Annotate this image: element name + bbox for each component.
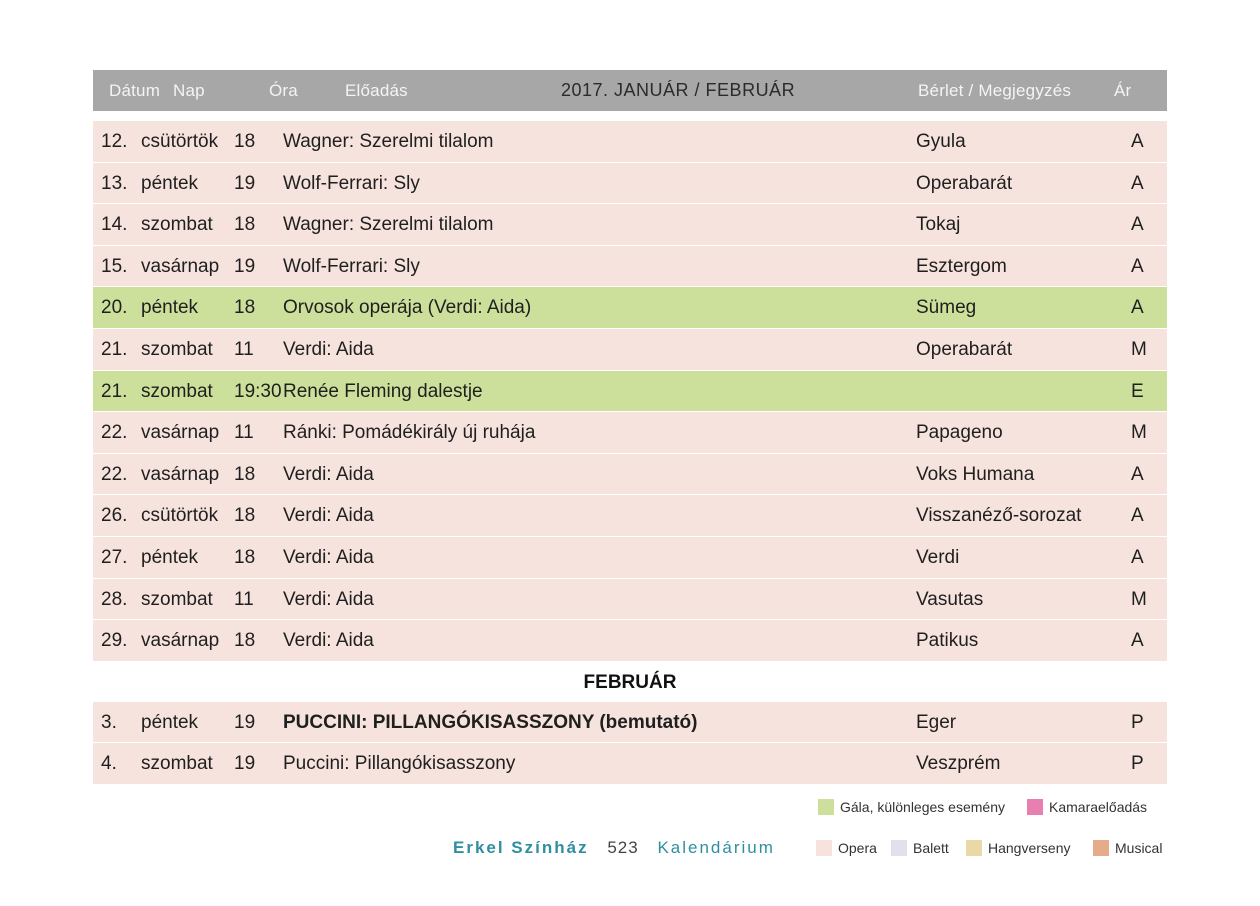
cell-date: 15. bbox=[101, 255, 128, 277]
table-row bbox=[93, 163, 1167, 205]
cell-time: 19 bbox=[234, 753, 256, 775]
cell-performance: PUCCINI: PILLANGÓKISASSZONY (bemutató) bbox=[283, 711, 698, 733]
cell-price: A bbox=[1131, 546, 1144, 568]
table-row bbox=[93, 246, 1167, 288]
cell-time: 18 bbox=[234, 214, 256, 236]
cell-subscription: Sümeg bbox=[916, 297, 977, 319]
cell-price: A bbox=[1131, 297, 1144, 319]
cell-date: 3. bbox=[101, 711, 117, 733]
cell-weekday: csütörtök bbox=[141, 131, 219, 152]
cell-price: M bbox=[1131, 588, 1147, 610]
table-row bbox=[93, 121, 1167, 163]
table-row bbox=[93, 329, 1167, 371]
cell-time: 18 bbox=[234, 630, 256, 652]
cell-date: 21. bbox=[101, 338, 128, 360]
cell-performance: Verdi: Aida bbox=[283, 463, 374, 485]
cell-subscription: Gyula bbox=[916, 131, 966, 152]
cell-date: 29. bbox=[101, 630, 128, 652]
header-berlet: Bérlet / Megjegyzés bbox=[918, 81, 1072, 100]
cell-time: 11 bbox=[234, 422, 254, 444]
cell-date: 22. bbox=[101, 463, 128, 485]
cell-price: M bbox=[1131, 338, 1147, 360]
table-header bbox=[93, 70, 1167, 111]
table-row bbox=[93, 702, 1167, 744]
legend-label-musical: Musical bbox=[1115, 840, 1163, 856]
cell-weekday: vasárnap bbox=[141, 422, 220, 444]
month-heading-february: FEBRUÁR bbox=[583, 671, 677, 693]
cell-time: 11 bbox=[234, 588, 254, 610]
cell-weekday: vasárnap bbox=[141, 630, 220, 652]
cell-price: A bbox=[1131, 255, 1144, 277]
cell-price: A bbox=[1131, 505, 1144, 527]
cell-price: A bbox=[1131, 131, 1144, 152]
legend-swatch-musical bbox=[1093, 840, 1109, 856]
table-row bbox=[93, 495, 1167, 537]
cell-performance: Verdi: Aida bbox=[283, 588, 374, 610]
header-ora: Óra bbox=[269, 81, 298, 100]
cell-performance: Verdi: Aida bbox=[283, 505, 374, 527]
cell-weekday: péntek bbox=[141, 711, 199, 733]
cell-performance: Verdi: Aida bbox=[283, 338, 374, 360]
cell-price: P bbox=[1131, 753, 1144, 775]
cell-price: P bbox=[1131, 711, 1144, 733]
cell-performance: Wagner: Szerelmi tilalom bbox=[283, 131, 494, 152]
legend-swatch-balett bbox=[891, 840, 907, 856]
cell-subscription: Voks Humana bbox=[916, 463, 1035, 485]
cell-price: A bbox=[1131, 214, 1144, 236]
legend-musical bbox=[1093, 840, 1162, 856]
cell-subscription: Eger bbox=[916, 711, 957, 733]
cell-weekday: szombat bbox=[141, 380, 213, 402]
table-row bbox=[93, 454, 1167, 496]
cell-weekday: csütörtök bbox=[141, 505, 219, 527]
cell-time: 18 bbox=[234, 546, 256, 568]
cell-time: 11 bbox=[234, 338, 254, 360]
cell-date: 14. bbox=[101, 214, 128, 236]
legend-label-kamara: Kamaraelőadás bbox=[1049, 799, 1148, 815]
header-title: 2017. JANUÁR / FEBRUÁR bbox=[561, 80, 796, 100]
legend-label-opera: Opera bbox=[838, 840, 877, 856]
cell-price: E bbox=[1131, 380, 1144, 402]
header-eloadas: Előadás bbox=[345, 81, 408, 100]
legend-swatch-gala bbox=[818, 799, 834, 815]
cell-date: 12. bbox=[101, 131, 128, 152]
cell-date: 20. bbox=[101, 297, 128, 319]
cell-weekday: vasárnap bbox=[141, 463, 220, 485]
table-row bbox=[93, 204, 1167, 246]
cell-weekday: szombat bbox=[141, 214, 213, 236]
legend-balett bbox=[891, 840, 949, 856]
table-row bbox=[93, 743, 1167, 785]
legend-swatch-opera bbox=[816, 840, 832, 856]
cell-weekday: péntek bbox=[141, 297, 199, 319]
table-row bbox=[93, 412, 1167, 454]
cell-date: 27. bbox=[101, 546, 128, 568]
cell-time: 19 bbox=[234, 711, 256, 733]
table-row bbox=[93, 620, 1167, 662]
cell-time: 18 bbox=[234, 131, 256, 152]
legend-kamara bbox=[1027, 799, 1147, 815]
cell-subscription: Vasutas bbox=[916, 588, 984, 610]
cell-price: A bbox=[1131, 172, 1144, 194]
legend-swatch-hangverseny bbox=[966, 840, 982, 856]
footer-venue: Erkel Színház bbox=[453, 838, 589, 857]
february-rows bbox=[93, 702, 1167, 785]
legend-label-hangverseny: Hangverseny bbox=[988, 840, 1071, 856]
cell-price: M bbox=[1131, 422, 1147, 444]
footer-page-number: 523 bbox=[607, 838, 639, 857]
header-ar: Ár bbox=[1114, 81, 1132, 100]
cell-performance: Verdi: Aida bbox=[283, 630, 374, 652]
cell-time: 19 bbox=[234, 172, 256, 194]
cell-weekday: vasárnap bbox=[141, 255, 220, 277]
cell-performance: Renée Fleming dalestje bbox=[283, 380, 483, 402]
cell-date: 21. bbox=[101, 380, 128, 402]
cell-weekday: szombat bbox=[141, 338, 213, 360]
cell-subscription: Visszanéző-sorozat bbox=[916, 505, 1082, 527]
legend-hangverseny bbox=[966, 840, 1071, 856]
cell-weekday: szombat bbox=[141, 753, 213, 775]
cell-time: 18 bbox=[234, 505, 256, 527]
cell-subscription: Veszprém bbox=[916, 753, 1001, 775]
table-row bbox=[93, 579, 1167, 621]
legend-opera bbox=[816, 840, 877, 856]
cell-subscription: Patikus bbox=[916, 630, 979, 652]
legend-gala bbox=[818, 799, 1005, 815]
cell-date: 22. bbox=[101, 422, 128, 444]
header-datum: Dátum bbox=[109, 81, 161, 100]
header-nap: Nap bbox=[173, 81, 205, 100]
legend-label-balett: Balett bbox=[913, 840, 949, 856]
cell-performance: Puccini: Pillangókisasszony bbox=[283, 753, 516, 775]
cell-price: A bbox=[1131, 630, 1144, 652]
cell-weekday: péntek bbox=[141, 172, 199, 194]
january-rows bbox=[93, 121, 1167, 662]
cell-performance: Verdi: Aida bbox=[283, 546, 374, 568]
cell-time: 19:30 bbox=[234, 380, 282, 402]
cell-performance: Orvosok operája (Verdi: Aida) bbox=[283, 297, 532, 319]
table-row bbox=[93, 371, 1167, 413]
table-row bbox=[93, 287, 1167, 329]
schedule-table bbox=[93, 70, 1167, 785]
cell-time: 19 bbox=[234, 255, 256, 277]
cell-date: 13. bbox=[101, 172, 128, 194]
cell-performance: Wolf-Ferrari: Sly bbox=[283, 255, 420, 277]
cell-subscription: Papageno bbox=[916, 422, 1003, 444]
cell-date: 4. bbox=[101, 753, 117, 775]
table-row bbox=[93, 537, 1167, 579]
cell-weekday: péntek bbox=[141, 546, 199, 568]
cell-subscription: Verdi bbox=[916, 546, 960, 568]
cell-performance: Wagner: Szerelmi tilalom bbox=[283, 214, 494, 236]
cell-subscription: Tokaj bbox=[916, 214, 961, 236]
cell-weekday: szombat bbox=[141, 588, 213, 610]
page-footer bbox=[453, 838, 775, 858]
cell-time: 18 bbox=[234, 297, 256, 319]
cell-performance: Wolf-Ferrari: Sly bbox=[283, 172, 420, 194]
cell-price: A bbox=[1131, 463, 1144, 485]
cell-date: 26. bbox=[101, 505, 128, 527]
footer-section: Kalendárium bbox=[657, 838, 775, 857]
cell-subscription: Operabarát bbox=[916, 172, 1013, 194]
cell-date: 28. bbox=[101, 588, 128, 610]
cell-performance: Ránki: Pomádékirály új ruhája bbox=[283, 422, 536, 444]
cell-time: 18 bbox=[234, 463, 256, 485]
legend-swatch-kamara bbox=[1027, 799, 1043, 815]
cell-subscription: Esztergom bbox=[916, 255, 1007, 277]
cell-subscription: Operabarát bbox=[916, 338, 1013, 360]
legend-label-gala: Gála, különleges esemény bbox=[840, 799, 1005, 815]
